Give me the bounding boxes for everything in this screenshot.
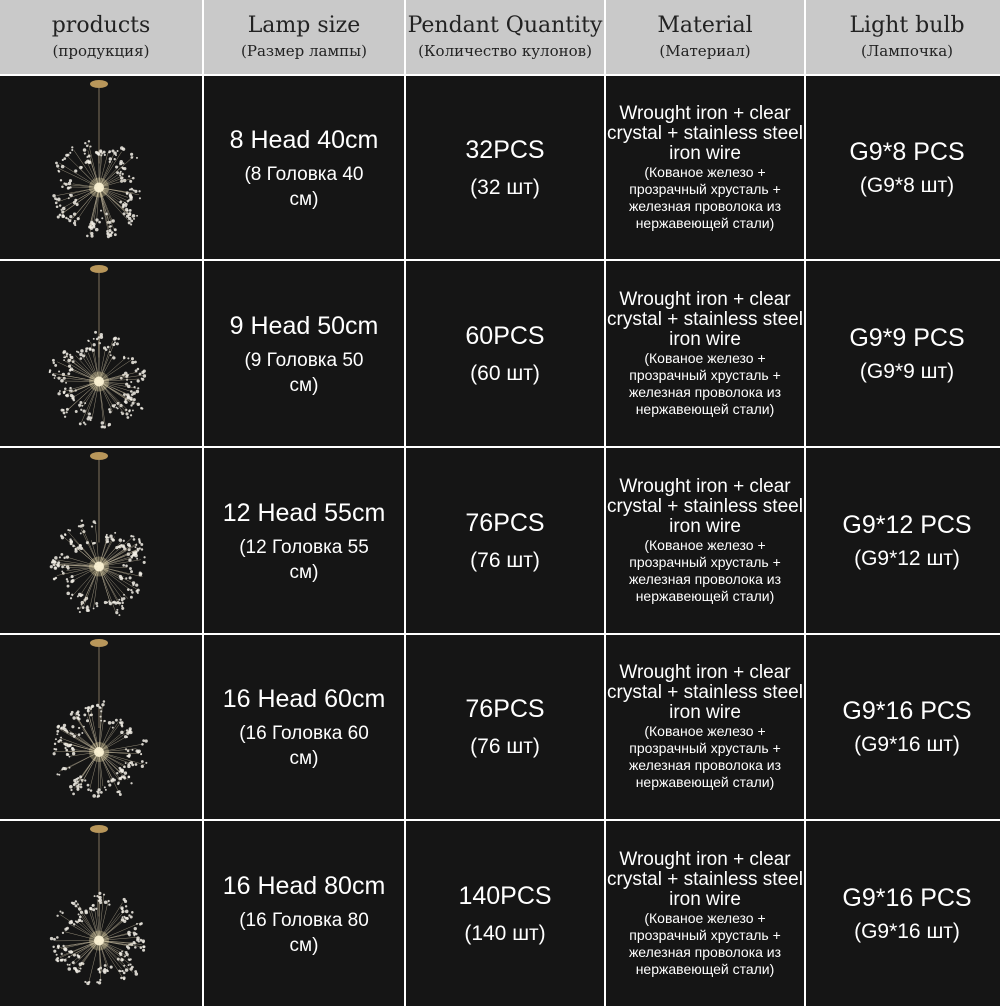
header-material-ru: (Материал) [659,40,750,62]
header-products-en: products [52,12,151,40]
header-products [0,0,202,74]
header-light-bulb-ru: (Лампочка) [861,40,953,62]
material-ru: (Кованое железо + прозрачный хрусталь + железная проволока из нержавеющей стали) [606,350,804,418]
header-pendant-quantity-en: Pendant Quantity [408,12,603,40]
lamp-size-cell [204,635,404,819]
lamp-size-en: 16 Head 80cm [223,870,386,902]
pendant-quantity-en: 76PCS [465,693,544,725]
lamp-size-en: 16 Head 60cm [223,683,386,715]
material-en: Wrought iron + clear crystal + stainless steel iron wire [606,663,804,723]
lamp-size-ru: (16 Головка 60 см) [229,721,379,771]
pendant-quantity-ru: (76 шт) [470,733,540,761]
material-en: Wrought iron + clear crystal + stainless steel iron wire [606,850,804,910]
pendant-quantity-ru: (60 шт) [470,360,540,388]
material-en: Wrought iron + clear crystal + stainless steel iron wire [606,104,804,164]
header-lamp-size-en: Lamp size [248,12,361,40]
sparkler-chandelier-icon [0,821,202,1006]
material-cell [606,635,804,819]
light-bulb-cell [806,821,1000,1006]
header-pendant-quantity-ru: (Количество кулонов) [418,40,592,62]
material-ru: (Кованое железо + прозрачный хрусталь + железная проволока из нержавеющей стали) [606,910,804,978]
pendant-quantity-cell [406,821,604,1006]
material-en: Wrought iron + clear crystal + stainless steel iron wire [606,290,804,350]
pendant-quantity-en: 32PCS [465,134,544,166]
material-cell [606,821,804,1006]
light-bulb-ru: (G9*12 шт) [854,545,960,573]
product-image-cell [0,261,202,446]
light-bulb-ru: (G9*9 шт) [860,358,954,386]
sparkler-chandelier-icon [0,76,202,259]
lamp-size-cell [204,821,404,1006]
pendant-quantity-cell [406,261,604,446]
pendant-quantity-cell [406,448,604,633]
pendant-quantity-ru: (32 шт) [470,174,540,202]
header-lamp-size [204,0,404,74]
header-light-bulb-en: Light bulb [849,12,964,40]
lamp-size-cell [204,76,404,259]
sparkler-chandelier-icon [0,261,202,446]
pendant-quantity-cell [406,76,604,259]
pendant-quantity-en: 60PCS [465,320,544,352]
pendant-quantity-en: 76PCS [465,507,544,539]
material-ru: (Кованое железо + прозрачный хрусталь + железная проволока из нержавеющей стали) [606,164,804,232]
material-cell [606,448,804,633]
lamp-size-cell [204,261,404,446]
material-en: Wrought iron + clear crystal + stainless steel iron wire [606,477,804,537]
product-image-cell [0,448,202,633]
material-cell [606,261,804,446]
light-bulb-en: G9*9 PCS [849,322,964,354]
pendant-quantity-cell [406,635,604,819]
header-material-en: Material [657,12,752,40]
product-image-cell [0,635,202,819]
light-bulb-cell [806,76,1000,259]
light-bulb-cell [806,261,1000,446]
header-lamp-size-ru: (Размер лампы) [241,40,367,62]
product-image-cell [0,821,202,1006]
pendant-quantity-ru: (76 шт) [470,547,540,575]
header-material [606,0,804,74]
sparkler-chandelier-icon [0,635,202,819]
light-bulb-en: G9*16 PCS [842,882,971,914]
light-bulb-cell [806,635,1000,819]
material-ru: (Кованое железо + прозрачный хрусталь + железная проволока из нержавеющей стали) [606,537,804,605]
lamp-size-en: 9 Head 50cm [230,310,379,342]
lamp-size-en: 8 Head 40cm [230,124,379,156]
lamp-size-ru: (8 Головка 40 см) [229,162,379,212]
header-products-ru: (продукция) [53,40,150,62]
lamp-size-cell [204,448,404,633]
light-bulb-en: G9*8 PCS [849,136,964,168]
light-bulb-en: G9*12 PCS [842,509,971,541]
sparkler-chandelier-icon [0,448,202,633]
material-ru: (Кованое железо + прозрачный хрусталь + железная проволока из нержавеющей стали) [606,723,804,791]
pendant-quantity-ru: (140 шт) [464,920,545,948]
lamp-size-ru: (9 Головка 50 см) [229,348,379,398]
light-bulb-cell [806,448,1000,633]
header-light-bulb [806,0,1000,74]
material-cell [606,76,804,259]
light-bulb-ru: (G9*8 шт) [860,172,954,200]
lamp-size-ru: (12 Головка 55 см) [229,535,379,585]
light-bulb-ru: (G9*16 шт) [854,731,960,759]
light-bulb-en: G9*16 PCS [842,695,971,727]
lamp-size-en: 12 Head 55cm [223,497,386,529]
light-bulb-ru: (G9*16 шт) [854,918,960,946]
lamp-size-ru: (16 Головка 80 см) [229,908,379,958]
product-image-cell [0,76,202,259]
header-pendant-quantity [406,0,604,74]
pendant-quantity-en: 140PCS [458,880,551,912]
